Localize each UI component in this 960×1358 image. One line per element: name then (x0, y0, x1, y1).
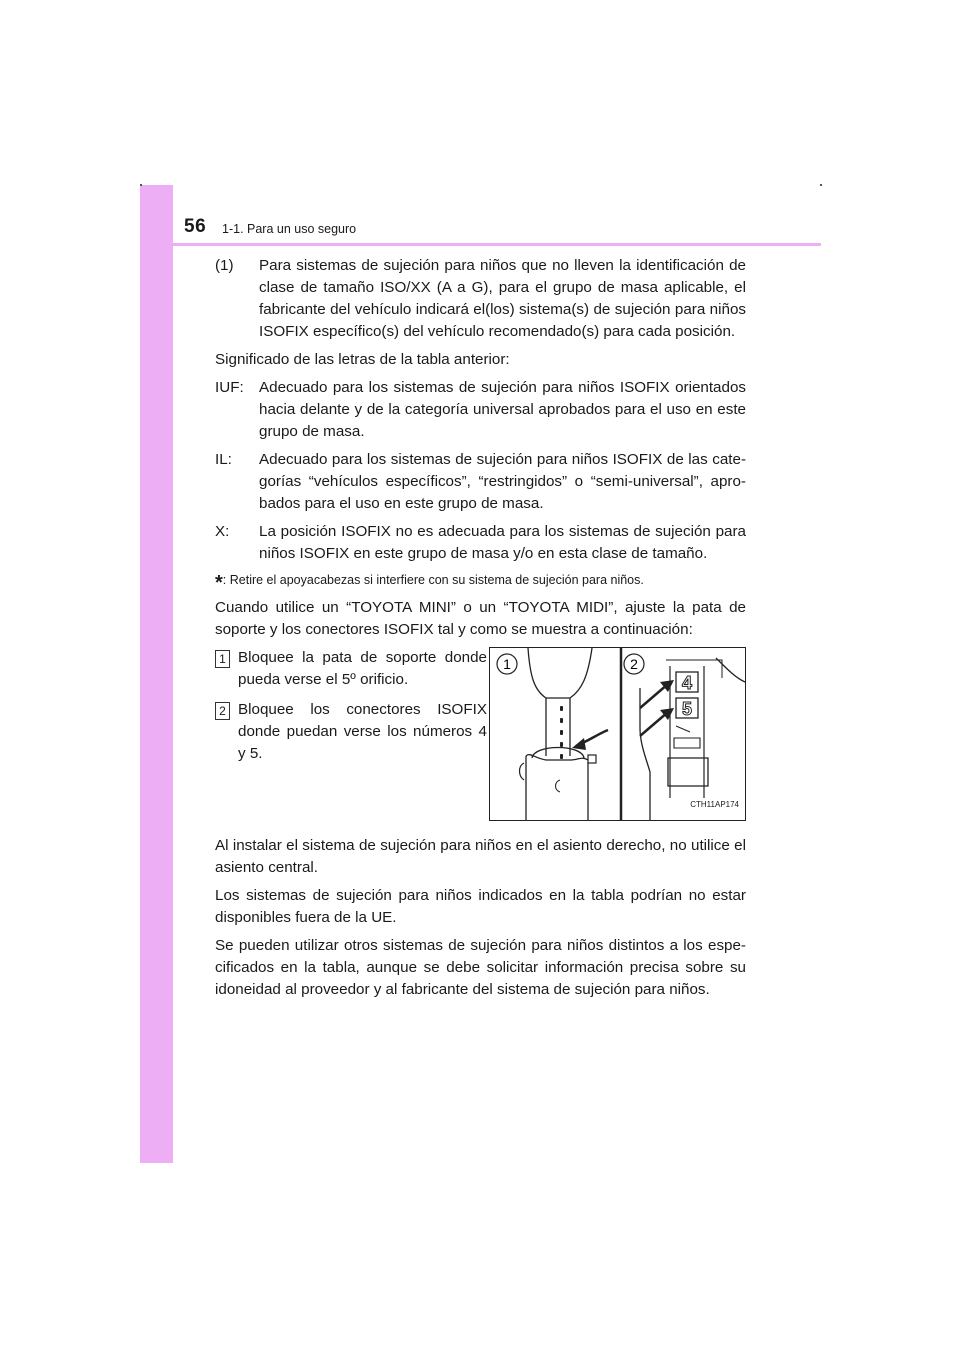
section-title: 1-1. Para un uso seguro (222, 222, 357, 236)
header-rule (140, 243, 821, 246)
definition-x (215, 521, 746, 565)
isofix-illustration (489, 647, 746, 821)
closing-paragraph: Los sistemas de sujeción para niños indicados en la tabla podrían no estar disponibles fuera de la UE. (215, 887, 746, 926)
step-text: Bloquee los conectores ISOFIX donde puedan verse los números 4 y 5. (238, 701, 487, 762)
definition-text: Adecuado para los sistemas de sujeción para niños ISOFIX de las cate-gorías “vehículos específicos”, “restringidos” o “semi-universal”, apro-bados para el uso en este grupo de masa. (259, 451, 746, 512)
callout-1-label: 1 (503, 656, 511, 672)
footnote (215, 571, 746, 594)
step-item (215, 699, 487, 765)
footnote-mark: * (215, 572, 223, 594)
step-text: Bloquee la pata de soporte donde pueda verse el 5º orificio. (238, 649, 487, 688)
page-content (215, 255, 746, 1007)
footnote-text: : Retire el apoyacabezas si interfiere con su sistema de sujeción para niños. (222, 573, 644, 587)
definition-text: La posición ISOFIX no es adecuada para los sistemas de sujeción para niños ISOFIX en este grupo de masa y/o en esta clase de tamaño. (259, 523, 746, 562)
figure-code: CTH11AP174 (690, 800, 739, 809)
note-label: (1) (215, 257, 234, 274)
toyota-instructions: Cuando utilice un “TOYOTA MINI” o un “TOYOTA MIDI”, ajuste la pata de soporte y los conectores ISOFIX tal y como se muestra a continuación: (215, 599, 746, 638)
definition-label: IUF: (215, 379, 244, 396)
numbered-note (215, 255, 746, 343)
definition-il (215, 449, 746, 515)
callout-2-label: 2 (630, 656, 638, 672)
page-number: 56 (184, 216, 207, 237)
meaning-intro: Significado de las letras de la tabla anterior: (215, 351, 510, 368)
crop-mark (140, 184, 142, 186)
step-number: 2 (215, 702, 230, 720)
definition-iuf (215, 377, 746, 443)
digit-5-label: 5 (681, 699, 693, 719)
closing-paragraph: Al instalar el sistema de sujeción para niños en el asiento derecho, no utilice el asiento central. (215, 837, 746, 876)
note-text: Para sistemas de sujeción para niños que no lleven la identificación de clase de tamaño ISO/XX (A a G), para el grupo de masa aplicable, el fabricante del vehículo indicará el(los) sistema(s) de sujeción para niños ISOFIX específico(s) del vehículo recomendado(s) para cada posición. (259, 257, 746, 340)
definition-label: IL: (215, 451, 232, 468)
definition-label: X: (215, 523, 230, 540)
crop-mark (820, 184, 822, 186)
closing-paragraph: Se pueden utilizar otros sistemas de sujeción para niños distintos a los espe-cificados en la tabla, aunque se debe solicitar información precisa sobre su idoneidad al proveedor y al fabricante del sistema de sujeción para niños. (215, 937, 746, 998)
step-list (215, 647, 487, 821)
step-number: 1 (215, 650, 230, 668)
instruction-figure-row (215, 647, 746, 821)
digit-4-label: 4 (681, 673, 693, 693)
step-item (215, 647, 487, 691)
chapter-tab-bar (140, 185, 173, 1163)
definition-text: Adecuado para los sistemas de sujeción para niños ISOFIX orientados hacia delante y de la categoría universal aprobados para el uso en este grupo de masa. (259, 379, 746, 440)
